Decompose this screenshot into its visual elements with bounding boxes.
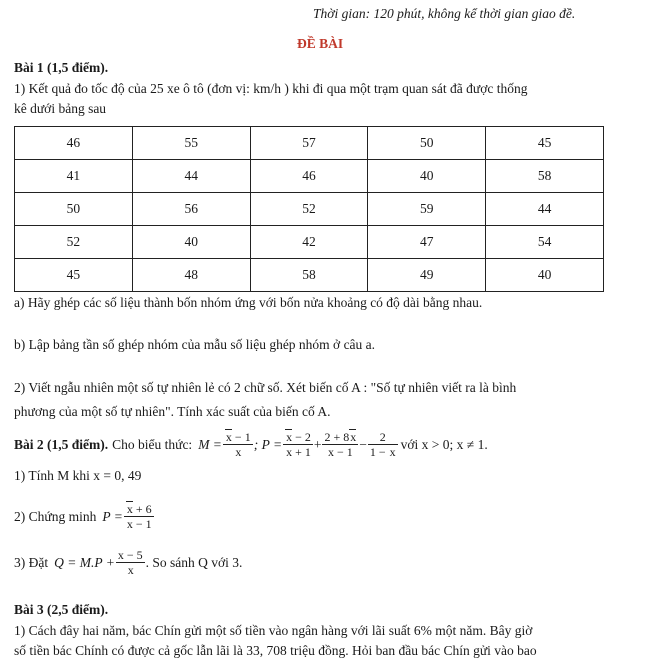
table-cell: 52: [15, 226, 133, 259]
speed-data-table: [14, 126, 604, 292]
table-cell: 42: [250, 226, 368, 259]
expr-m: M =: [198, 436, 222, 452]
fraction-m: $\frac{x - 1}{x}$: [223, 430, 253, 459]
table-cell: 44: [486, 193, 604, 226]
bai3-heading: Bài 3 (2,5 điểm).: [14, 602, 109, 617]
time-note: Thời gian: 120 phút, không kể thời gian giao đề.: [313, 6, 576, 21]
table-cell: 47: [368, 226, 486, 259]
bai1-part2-line2: phương của một số tự nhiên". Tính xác suất của biến cố A.: [14, 404, 331, 419]
table-cell: 52: [250, 193, 368, 226]
bai1-part-a: a) Hãy ghép các số liệu thành bốn nhóm ứng với bốn nửa khoảng có độ dài bằng nhau.: [14, 295, 483, 310]
bai1-heading: Bài 1 (1,5 điểm).: [14, 60, 109, 75]
table-cell: 56: [132, 193, 250, 226]
bai2-q3-suffix: . So sánh Q với 3.: [145, 554, 243, 570]
table-cell: 48: [132, 259, 250, 292]
table-cell: 45: [486, 127, 604, 160]
bai2-q2: 2) Chứng minh: [14, 508, 97, 524]
table-cell: 45: [15, 259, 133, 292]
table-cell: 50: [15, 193, 133, 226]
table-cell: 54: [486, 226, 604, 259]
table-row: [15, 160, 604, 193]
table-cell: 59: [368, 193, 486, 226]
bai3-line1: 1) Cách đây hai năm, bác Chín gửi một số tiền vào ngân hàng với lãi suất 6% một năm. Bây giờ: [14, 623, 533, 638]
bai2-expression-line: Bài 2 (1,5 điểm). Cho biểu thức: M = $\frac{x - 1}{x}$ ; P = $\frac{x - 2}{x + 1}$ + $\frac{2 + 8x}{x - 1}$ − $\frac{2}{1 - x}$ với x > 0; x ≠ 1.: [14, 430, 488, 459]
expr-p: ; P =: [253, 436, 283, 452]
table-cell: 57: [250, 127, 368, 160]
bai1-intro-line2: kê dưới bảng sau: [14, 101, 107, 116]
table-cell: 58: [486, 160, 604, 193]
bai2-intro: Cho biểu thức:: [112, 436, 193, 452]
table-cell: 44: [132, 160, 250, 193]
table-row: [15, 259, 604, 292]
bai2-q3-prefix: 3) Đặt: [14, 554, 49, 570]
bai2-q3-line: 3) Đặt Q = M.P + $\frac{x - 5}{x}$ . So sánh Q với 3.: [14, 548, 243, 577]
table-row: [15, 193, 604, 226]
fraction-p2: $\frac{2 + 8x}{x - 1}$: [324, 430, 357, 459]
table-cell: 40: [132, 226, 250, 259]
table-cell: 58: [250, 259, 368, 292]
bai2-heading: Bài 2 (1,5 điểm).: [14, 436, 109, 452]
table-cell: 50: [368, 127, 486, 160]
table-cell: 41: [15, 160, 133, 193]
fraction-q2: $\frac{x + 6}{x - 1}$: [124, 502, 154, 531]
table-cell: 49: [368, 259, 486, 292]
table-cell: 55: [132, 127, 250, 160]
bai1-intro-line1: 1) Kết quả đo tốc độ của 25 xe ô tô (đơn vị: km/h ) khi đi qua một trạm quan sát đã được thống: [14, 81, 528, 96]
table-cell: 40: [368, 160, 486, 193]
table-cell: 46: [250, 160, 368, 193]
fraction-q3: $\frac{x - 5}{x}$: [117, 548, 143, 577]
table-cell: 40: [486, 259, 604, 292]
fraction-p3: $\frac{2}{1 - x}$: [369, 430, 396, 459]
table-row: [15, 127, 604, 160]
bai2-q1: 1) Tính M khi x = 0, 49: [14, 468, 142, 483]
page-title: ĐỀ BÀI: [297, 36, 344, 51]
bai3-line2: số tiền bác Chính có được cả gốc lẫn lãi là 33, 708 triệu đồng. Hỏi ban đầu bác Chín gửi vào bao: [14, 643, 537, 658]
bai1-part-b: b) Lập bảng tần số ghép nhóm của mẫu số liệu ghép nhóm ở câu a.: [14, 337, 376, 352]
fraction-p1: $\frac{x - 2}{x + 1}$: [283, 430, 313, 459]
table-row: [15, 226, 604, 259]
bai2-q2-line: 2) Chứng minh P = $\frac{x + 6}{x - 1}$: [14, 502, 152, 531]
table-cell: 46: [15, 127, 133, 160]
bai2-condition: với x > 0; x ≠ 1.: [400, 436, 488, 452]
bai1-part2-line1: 2) Viết ngẫu nhiên một số tự nhiên lẻ có 2 chữ số. Xét biến cố A : "Số tự nhiên viết ra là bình: [14, 380, 517, 395]
